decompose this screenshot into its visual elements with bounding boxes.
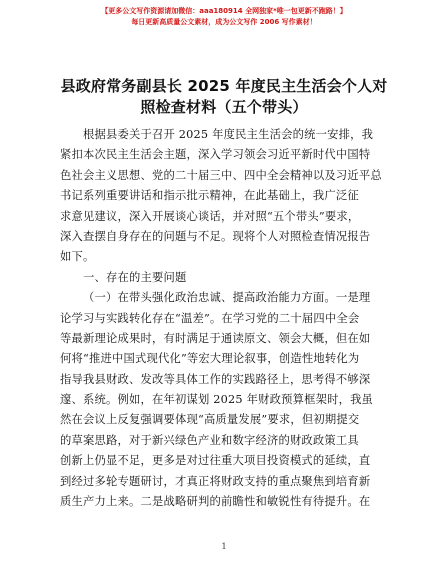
body-line: 根据县委关于召开 2025 年度民主生活会的统一安排，我 (83, 128, 374, 141)
body-line: 紧扣本次民主生活会主题，深入学习领会习近平新时代中国特 (60, 148, 371, 162)
body-line: 创新上仍显不足，更多是对过往重大项目投资模式的延续，直 (60, 454, 371, 468)
body-line: 求意见建议，深入开展谈心谈话，并对照“五个带头”要求， (60, 209, 360, 223)
body-line: 的草案思路，对于新兴绿色产业和数字经济的财政政策工具 (60, 433, 359, 447)
body-line: 色社会主义思想、党的二十届三中、四中全会精神以及习近平总 (60, 168, 382, 182)
page-number: 1 (221, 542, 227, 551)
body-line: 等最新理论成果时，有时满足于通读原文、领会大概，但在如 (60, 331, 371, 345)
promo-line-1: 【更多公文写作资源请加微信：aaa180914 全网独家*唯一包更新不跑路！】 (101, 7, 347, 15)
section-heading: 一、存在的主要问题 (83, 270, 187, 284)
body-line: 到经过多轮专题研讨，才真正将财政支持的重点聚焦到培育新 (60, 474, 371, 488)
body-line: （一）在带头强化政治忠诚、提高政治能力方面。一是理 (83, 291, 371, 305)
body-line: 邃、系统。例如，在年初谋划 2025 年财政预算框架时，我虽 (60, 393, 374, 407)
title-line-2: 照检查材料（五个带头） (140, 98, 308, 116)
body-line: 何将“推进中国式现代化”等宏大理论叙事，创造性地转化为 (60, 352, 360, 366)
body-line: 论学习与实践转化存在“温差”。在学习党的二十届四中全会 (60, 311, 360, 325)
body-line: 指导我县财政、发改等具体工作的实践路径上，思考得不够深 (60, 372, 371, 386)
promo-line-2: 每日更新高质量公文素材，成为公文写作 2006 写作素材！ (131, 18, 317, 26)
title-line-1: 县政府常务副县长 2025 年度民主生活会个人对 (60, 77, 388, 95)
document-body (60, 125, 390, 512)
body-line: 如下。 (60, 250, 95, 264)
body-line: 然在会议上反复强调要体现“高质量发展”要求，但初期提交 (60, 413, 360, 427)
body-line: 书记系列重要讲话和指示批示精神，在此基础上，我广泛征 (60, 189, 359, 203)
promo-banner (0, 6, 448, 28)
document-title (58, 76, 390, 118)
body-line: 深入查摆自身存在的问题与不足。现将个人对照检查情况报告 (60, 229, 371, 243)
body-line: 质生产力上来。二是战略研判的前瞻性和敏锐性有待提升。在 (60, 495, 371, 509)
